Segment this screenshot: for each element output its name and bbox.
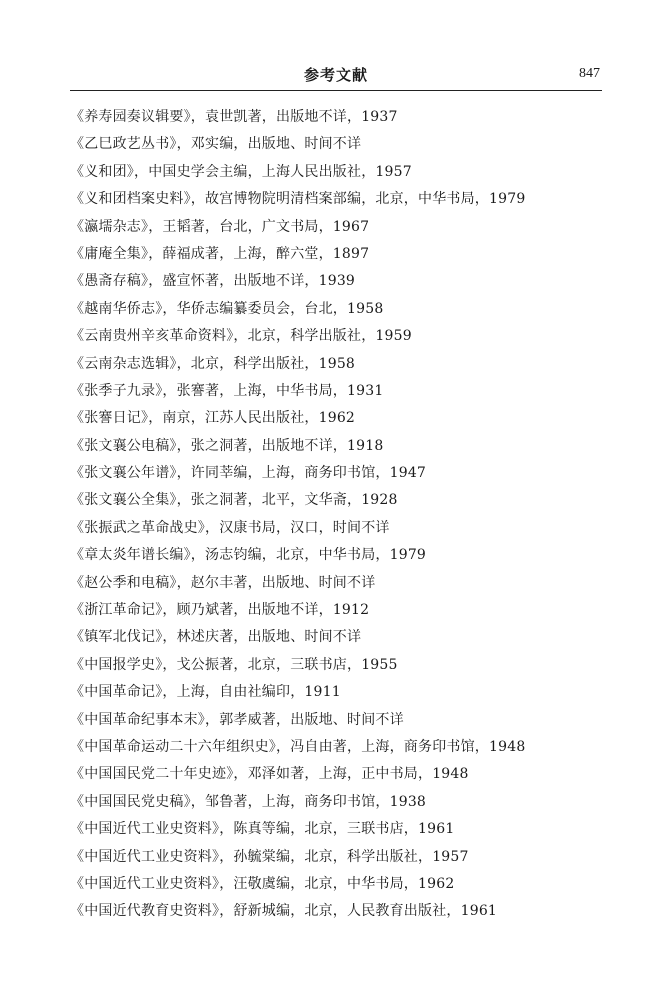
reference-entry: 《中国近代工业史资料》，汪敬虞编，北京，中华书局，1962 (70, 875, 455, 892)
reference-entry: 《云南杂志选辑》，北京，科学出版社，1958 (70, 355, 356, 372)
page-number: 847 (579, 66, 600, 81)
reference-entry: 《张季子九录》，张謇著，上海，中华书局，1931 (70, 382, 384, 399)
reference-entry: 《中国革命记》，上海，自由社编印，1911 (70, 684, 341, 701)
reference-entry: 《张文襄公年谱》，许同莘编，上海，商务印书馆，1947 (70, 465, 427, 482)
reference-entry: 《乙巳政艺丛书》，邓实编，出版地、时间不详 (70, 136, 362, 153)
reference-entry: 《中国国民党二十年史迹》，邓泽如著，上海，正中书局，1948 (70, 766, 469, 783)
reference-entry: 《中国报学史》，戈公振著，北京，三联书店，1955 (70, 656, 398, 673)
reference-entry: 《愚斋存稿》，盛宣怀著，出版地不详，1939 (70, 273, 356, 290)
reference-entry: 《中国近代工业史资料》，孙毓棠编，北京，科学出版社，1957 (70, 848, 469, 865)
reference-entry: 《中国近代工业史资料》，陈真等编，北京，三联书店，1961 (70, 821, 455, 838)
reference-entry: 《义和团档案史料》，故宫博物院明清档案部编，北京，中华书局，1979 (70, 191, 526, 208)
reference-entry: 《云南贵州辛亥革命资料》，北京，科学出版社，1959 (70, 328, 412, 345)
reference-entry: 《浙江革命记》，顾乃斌著，出版地不详，1912 (70, 602, 370, 619)
reference-entry: 《越南华侨志》，华侨志编纂委员会，台北，1958 (70, 300, 384, 317)
reference-entry: 《章太炎年谱长编》，汤志钧编，北京，中华书局，1979 (70, 547, 427, 564)
reference-entry: 《中国国民党史稿》，邹鲁著，上海，商务印书馆，1938 (70, 793, 427, 810)
reference-entry: 《张謇日记》，南京，江苏人民出版社，1962 (70, 410, 356, 427)
reference-entry: 《瀛壖杂志》，王韬著，台北，广文书局，1967 (70, 218, 370, 235)
reference-list (70, 104, 630, 926)
reference-entry: 《张振武之革命战史》，汉康书局，汉口，时间不详 (70, 519, 390, 536)
reference-entry: 《镇军北伐记》，林述庆著，出版地、时间不详 (70, 629, 362, 646)
section-title: 参考文献 (303, 66, 368, 84)
reference-entry: 《庸庵全集》，薛福成著，上海，醉六堂，1897 (70, 245, 370, 262)
reference-entry: 《中国近代教育史资料》，舒新城编，北京，人民教育出版社，1961 (70, 903, 498, 920)
reference-entry: 《中国革命运动二十六年组织史》，冯自由著，上海，商务印书馆，1948 (70, 738, 526, 755)
reference-entry: 《中国革命纪事本末》，郭孝威著，出版地、时间不详 (70, 711, 404, 728)
reference-entry: 《养寿园奏议辑要》，袁世凯著，出版地不详，1937 (70, 109, 398, 125)
reference-entry: 《赵公季和电稿》，赵尔丰著，出版地、时间不详 (70, 574, 376, 591)
reference-entry: 《义和团》，中国史学会主编，上海人民出版社，1957 (70, 163, 412, 180)
page-header (70, 62, 602, 91)
reference-entry: 《张文襄公电稿》，张之洞著，出版地不详，1918 (70, 437, 384, 454)
reference-entry: 《张文襄公全集》，张之洞著，北平，文华斋，1928 (70, 492, 398, 509)
